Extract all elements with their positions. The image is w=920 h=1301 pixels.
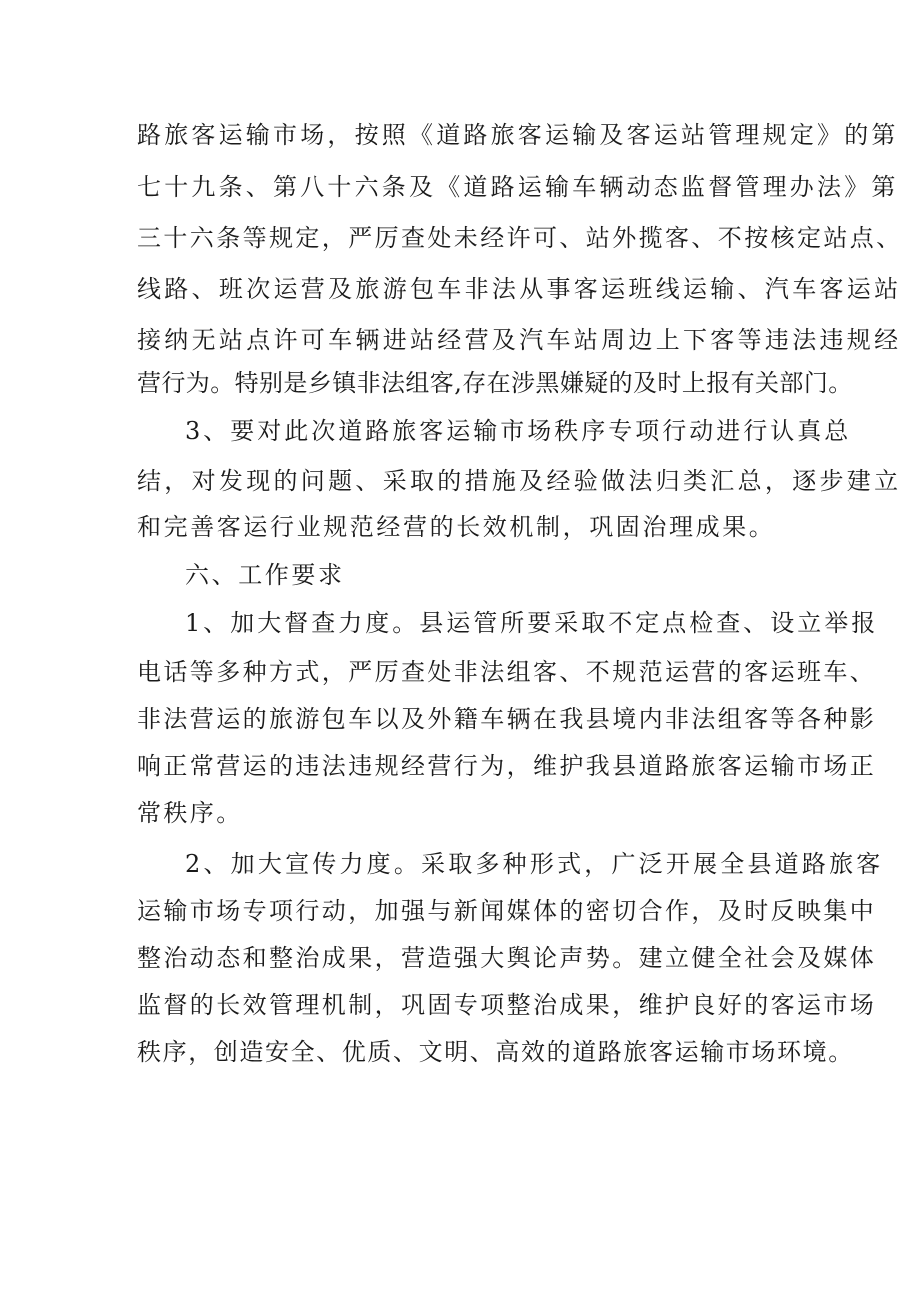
text-line: 和完善客运行业规范经营的长效机制，巩固治理成果。: [137, 513, 776, 541]
text-line: 线路、班次运营及旅游包车非法从事客运班线运输、汽车客运站: [137, 275, 902, 303]
text-line: 运输市场专项行动，加强与新闻媒体的密切合作，及时反映集中: [137, 897, 877, 925]
section-heading: 六、工作要求: [185, 561, 345, 589]
text-line: 七十九条、第八十六条及《道路运输车辆动态监督管理办法》第: [137, 173, 899, 201]
text-line: 整治动态和整治成果，营造强大舆论声势。建立健全社会及媒体: [137, 944, 877, 972]
text-line: 监督的长效管理机制，巩固专项整治成果，维护良好的客运市场: [137, 991, 877, 1019]
text-line: 营行为。特别是乡镇非法组客,存在涉黑嫌疑的及时上报有关部门。: [137, 369, 853, 397]
paragraph-item-1: 1、加大督查力度。县运管所要采取不定点检查、设立举报: [185, 609, 879, 637]
text-line: 路旅客运输市场，按照《道路旅客运输及客运站管理规定》的第: [137, 121, 899, 149]
text-line: 三十六条等规定，严厉查处未经许可、站外揽客、不按核定站点、: [137, 224, 903, 252]
text-line: 结，对发现的问题、采取的措施及经验做法归类汇总，逐步建立: [137, 467, 902, 495]
paragraph-item-2: 2、加大宣传力度。采取多种形式，广泛开展全县道路旅客: [185, 850, 884, 878]
paragraph-item-3: 3、要对此次道路旅客运输市场秩序专项行动进行认真总: [185, 417, 852, 445]
text-line: 秩序，创造安全、优质、文明、高效的道路旅客运输市场环境。: [137, 1038, 854, 1066]
text-line: 响正常营运的违法违规经营行为，维护我县道路旅客运输市场正: [137, 752, 877, 780]
text-line: 接纳无站点许可车辆进站经营及汽车站周边上下客等违法违规经: [137, 326, 902, 354]
text-line: 非法营运的旅游包车以及外籍车辆在我县境内非法组客等各种影: [137, 705, 877, 733]
text-line: 电话等多种方式，严厉查处非法组客、不规范运营的客运班车、: [137, 658, 877, 686]
text-line: 常秩序。: [137, 799, 243, 827]
